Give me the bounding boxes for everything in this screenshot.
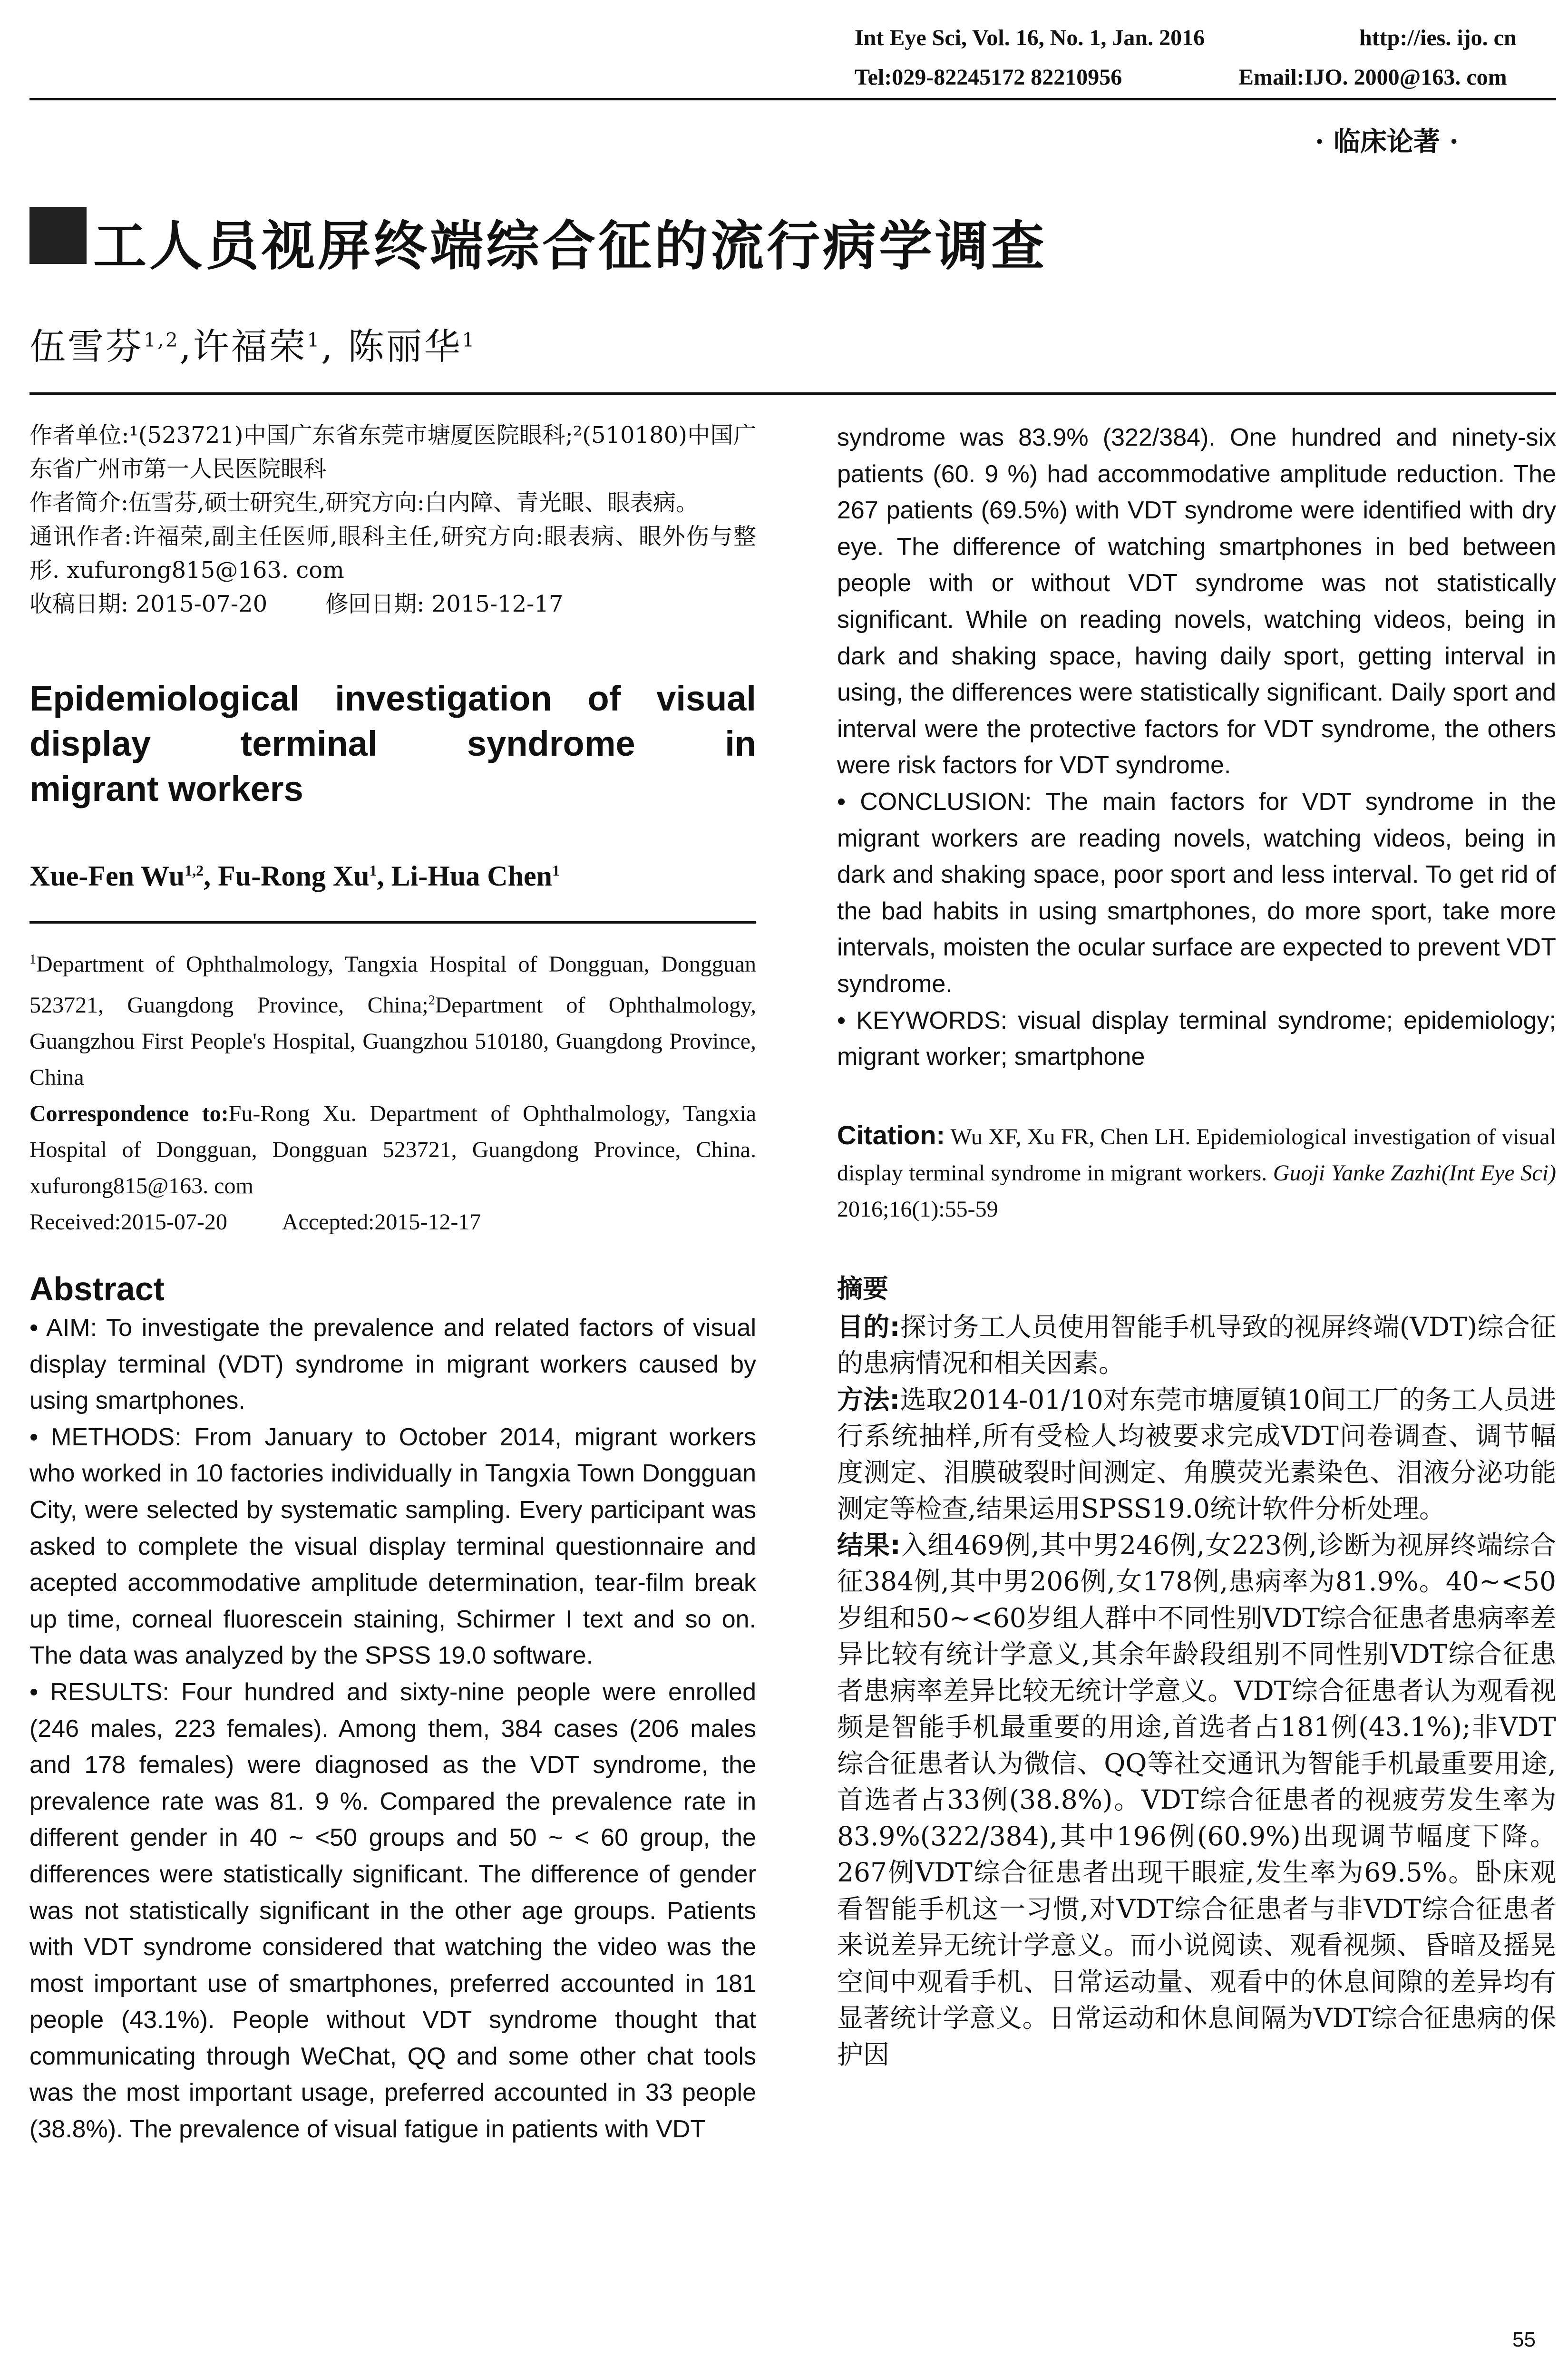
cn-author-bio: 作者简介:伍雪芬,硕士研究生,研究方向:白内障、青光眼、眼表病。: [29, 489, 699, 516]
abstract-results: • RESULTS: Four hundred and sixty-nine people were enrolled (246 males, 223 females). Among them, 384 cases (206 males and 178 females) were diagnosed as the VDT syndrome, the prevalence rate was 81. 9 %. Compared the prevalence rate in different gender in 40 ~ <50 groups and 50 ~ < 60 group, the differences were statistically significant. The difference of gender was not statistically significant in the other age groups. Patients with VDT syndrome considered that watching the video was the most important use of smartphones, preferred accounted in 181 people (43.1%). People without VDT syndrome thought that communicating through WeChat, QQ and some other chat tools was the most important usage, preferred accounted in 33 people (38.8%). The prevalence of visual fatigue in patients with VDT: [29, 1678, 756, 2143]
abstract-heading: Abstract: [29, 1270, 165, 1307]
page-title-cn: 工人员视屏终端综合征的流行病学调查: [93, 215, 1047, 277]
right-column: [837, 419, 1556, 2073]
cn-correspondence: 通讯作者:许福荣,副主任医师,眼科主任,研究方向:眼表病、眼外伤与整形. xufurong815@163. com: [29, 523, 756, 584]
authors-rule: [29, 392, 1556, 395]
left-column: [29, 419, 756, 2148]
title-first-char-box: [29, 207, 87, 264]
zh-aim: 目的:探讨务工人员使用智能手机导致的视屏终端(VDT)综合征的患病情况和相关因素。: [837, 1311, 1556, 1379]
header-rule: [29, 98, 1556, 100]
correspondence-en: Correspondence to:Fu-Rong Xu. Department of Ophthalmology, Tangxia Hospital of Dongguan, Dongguan 523721, Guangdong Province, China. xufurong815@163. com: [29, 1101, 756, 1198]
cn-dates: 收稿日期: 2015-07-20 修回日期: 2015-12-17: [29, 591, 564, 617]
cn-info: [29, 419, 756, 621]
cn-affiliation: 作者单位:¹(523721)中国广东省东莞市塘厦医院眼科;²(510180)中国广东省广州市第一人民医院眼科: [29, 422, 756, 482]
section-tag: · 临床论著 ·: [1315, 126, 1459, 157]
abstract-methods: • METHODS: From January to October 2014, migrant workers who worked in 10 factories individually in Tangxia Town Dongguan City, were selected by systematic sampling. Every participant was asked to complete the visual display terminal questionnaire and acepted accommodative amplitude determination, tear-film break up time, corneal fluorescein staining, Schirmer I text and so on. The data was analyzed by the SPSS 19.0 software.: [29, 1423, 756, 1670]
citation: Citation: Wu XF, Xu FR, Chen LH. Epidemiological investigation of visual display terminal syndrome in migrant workers. Guoji Yanke Zazhi(Int Eye Sci) 2016;16(1):55-59: [837, 1120, 1556, 1222]
abstract-results-cont: syndrome was 83.9% (322/384). One hundred and ninety-six patients (60. 9 %) had accommodative amplitude reduction. The 267 patients (69.5%) with VDT syndrome were identified with dry eye. The difference of watching smartphones in bed between people with or without VDT syndrome was not statistically significant. While on reading novels, watching videos, being in dark and shaking space, having daily sport, getting interval in using, the differences were statistically significant. Daily sport and interval were the protective factors for VDT syndrome, the others were risk factors for VDT syndrome.: [837, 424, 1556, 779]
journal-email[interactable]: Email:IJO. 2000@163. com: [1238, 65, 1507, 90]
zh-methods: 方法:选取2014-01/10对东莞市塘厦镇10间工厂的务工人员进行系统抽样,所有受检人均被要求完成VDT问卷调查、调节幅度测定、泪膜破裂时间测定、角膜荧光素染色、泪液分泌功能测定等检查,结果运用SPSS19.0统计软件分析处理。: [837, 1384, 1556, 1524]
dates-en: Received:2015-07-20 Accepted:2015-12-17: [29, 1209, 481, 1235]
zh-abstract: [837, 1309, 1556, 2073]
affiliation-en: $^1$Department of Ophthalmology, Tangxia Hospital of Dongguan, Dongguan 523721, Guangdong Province, China;$^2$Department of Ophthalmology, Guangzhou First People's Hospital, Guangzhou 510180, Guangdong Province, China: [29, 952, 757, 1090]
english-title: Epidemiological investigation of visual display terminal syndrome in migrant workers: [29, 679, 756, 809]
authors-en: Xue-Fen Wu$^{1,2}$, Fu-Rong Xu$^1$, Li-Hua Chen$^1$: [29, 860, 560, 892]
zh-results: 结果:入组469例,其中男246例,女223例,诊断为视屏终端综合征384例,其中男206例,女178例,患病率为81.9%。40~<50岁组和50~<60岁组人群中不同性别VDT综合征患者患病率差异比较有统计学意义,其余年龄段组别不同性别VDT综合征患者患病率差异比较无统计学意义。VDT综合征患者认为观看视频是智能手机最重要的用途,首选者占181例(43.1%);非VDT综合征患者认为微信、QQ等社交通讯为智能手机最重要用途,首选者占33例(38.8%)。VDT综合征患者的视疲劳发生率为83.9%(322/384),其中196例(60.9%)出现调节幅度下降。267例VDT综合征患者出现干眼症,发生率为69.5%。卧床观看智能手机这一习惯,对VDT综合征患者与非VDT综合征患者来说差异无统计学意义。而小说阅读、观看视频、昏暗及摇晃空间中观看手机、日常运动量、观看中的休息间隙的差异均有显著统计学意义。日常运动和休息间隔为VDT综合征患病的保护因: [837, 1529, 1556, 2070]
journal-url[interactable]: http://ies. ijo. cn: [1359, 25, 1517, 50]
journal-tel: Tel:029-82245172 82210956: [855, 65, 1122, 90]
authors-cn: 伍雪芬$^{1,2}$,许福荣$^1$, 陈丽华$^1$: [29, 325, 477, 368]
abstract-keywords: • KEYWORDS: visual display terminal syndrome; epidemiology; migrant worker; smartphone: [837, 1006, 1556, 1071]
abstract-left-text: [29, 1310, 756, 2148]
page-number: 55: [1512, 2328, 1536, 2351]
affiliation-rule: [29, 921, 756, 924]
journal-citation: Int Eye Sci, Vol. 16, No. 1, Jan. 2016: [855, 25, 1205, 50]
abstract-aim: • AIM: To investigate the prevalence and related factors of visual display terminal (VDT) syndrome in migrant workers caused by using smartphones.: [29, 1314, 756, 1415]
abstract-right-text: [837, 419, 1556, 1075]
zh-abstract-heading: 摘要: [837, 1273, 888, 1304]
abstract-conclusion: • CONCLUSION: The main factors for VDT syndrome in the migrant workers are reading novels, watching videos, being in dark and shaking space, poor sport and less interval. To get rid of the bad habits in using smartphones, do more sport, take more intervals, moisten the ocular surface are expected to prevent VDT syndrome.: [837, 788, 1556, 998]
